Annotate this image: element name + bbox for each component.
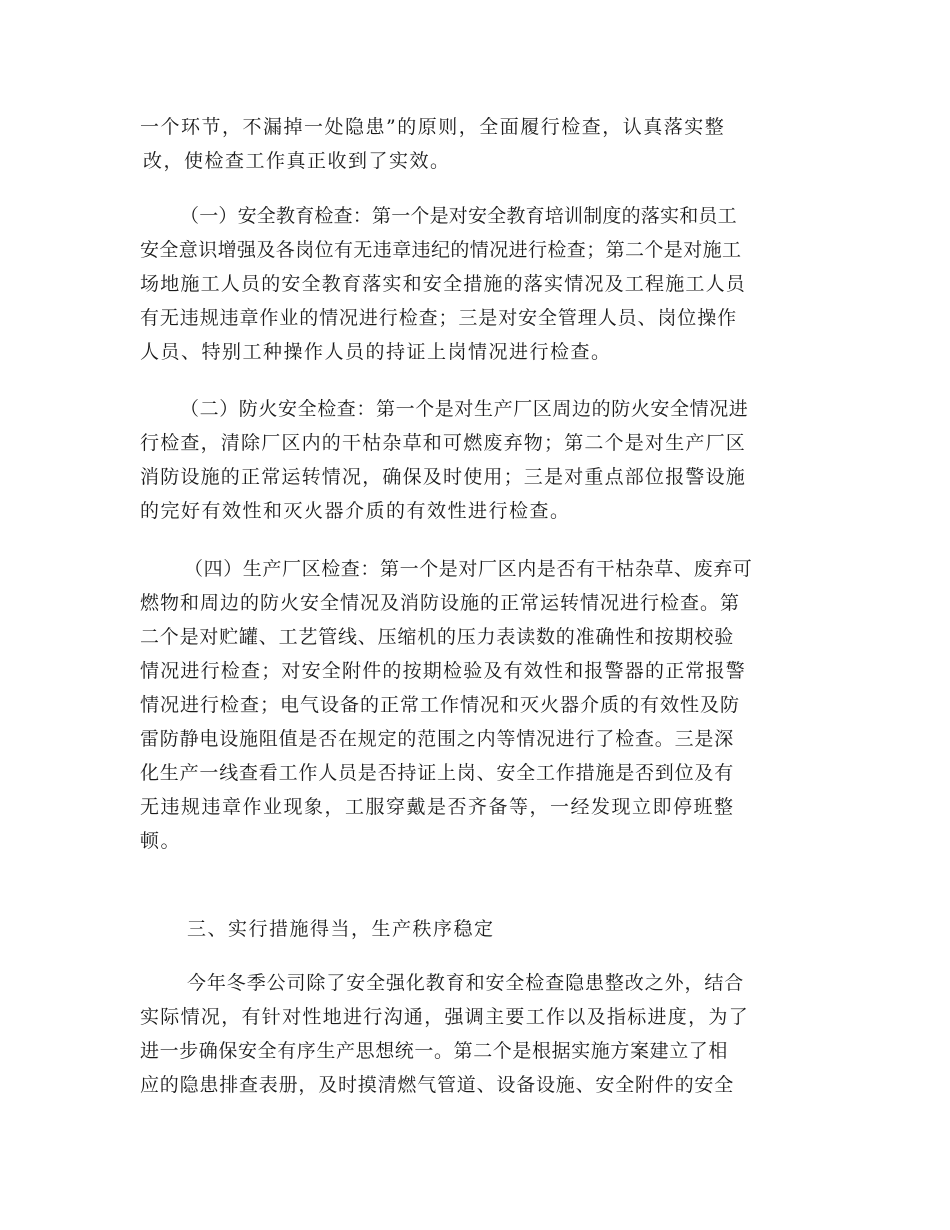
text-line: 行检查，清除厂区内的干枯杂草和可燃废弃物；第二个是对生产厂区 bbox=[140, 432, 747, 454]
text-line: （四）生产厂区检查：第一个是对厂区内是否有干枯杂草、废弃可 bbox=[184, 558, 753, 580]
text-line: 应的隐患排查表册，及时摸清燃气管道、设备设施、安全附件的安全 bbox=[140, 1074, 735, 1096]
text-line: 实际情况，有针对性地进行沟通，强调主要工作以及指标进度，为了 bbox=[140, 1006, 750, 1028]
text-line: 无违规违章作业现象，工服穿戴是否齐备等，一经发现立即停班整 bbox=[140, 796, 735, 818]
section-heading-text: 三、实行措施得当，生产秩序稳定 bbox=[187, 918, 495, 940]
paragraph-intro-continuation bbox=[140, 110, 810, 178]
text-line: （二）防火安全检查：第一个是对生产厂区周边的防火安全情况进 bbox=[180, 398, 749, 420]
text-line: 有无违规违章作业的情况进行检查；三是对安全管理人员、岗位操作 bbox=[140, 307, 738, 329]
text-line: 二个是对贮罐、工艺管线、压缩机的压力表读数的准确性和按期校验 bbox=[140, 626, 735, 648]
text-line: 顿。 bbox=[140, 830, 182, 852]
text-line: 人员、特别工种操作人员的持证上岗情况进行检查。 bbox=[140, 341, 612, 363]
text-line: 场地施工人员的安全教育落实和安全措施的落实情况及工程施工人员 bbox=[140, 273, 747, 295]
text-line: 安全意识增强及各岗位有无违章违纪的情况进行检查；第二个是对施工 bbox=[140, 239, 742, 261]
text-line: 今年冬季公司除了安全强化教育和安全检查隐患整改之外，结合 bbox=[187, 972, 745, 994]
text-line: 燃物和周边的防火安全情况及消防设施的正常运转情况进行检查。第 bbox=[140, 592, 741, 614]
paragraph-fire-safety-check bbox=[140, 392, 810, 528]
text-line: （一）安全教育检查：第一个是对安全教育培训制度的落实和员工 bbox=[180, 205, 737, 227]
text-line: 一个环节，不漏掉一处隐患”的原则，全面履行检查，认真落实整 bbox=[140, 116, 726, 138]
text-line: 改，使检查工作真正收到了实效。 bbox=[143, 150, 451, 172]
paragraph-winter-measures bbox=[140, 966, 810, 1102]
text-line: 进一步确保安全有序生产思想统一。第二个是根据实施方案建立了相 bbox=[140, 1040, 729, 1062]
text-line: 情况进行检查；电气设备的正常工作情况和灭火器介质的有效性及防 bbox=[140, 694, 741, 716]
paragraph-safety-education-check bbox=[140, 199, 810, 369]
section-heading-measures bbox=[140, 912, 810, 946]
text-line: 化生产一线查看工作人员是否持证上岗、安全工作措施是否到位及有 bbox=[140, 762, 735, 784]
text-line: 情况进行检查；对安全附件的按期检验及有效性和报警器的正常报警 bbox=[140, 660, 747, 682]
text-line: 的完好有效性和灭火器介质的有效性进行检查。 bbox=[140, 500, 571, 522]
text-line: 消防设施的正常运转情况，确保及时使用；三是对重点部位报警设施 bbox=[140, 466, 747, 488]
paragraph-production-area-check bbox=[140, 552, 810, 858]
text-line: 雷防静电设施阻值是否在规定的范围之内等情况进行了检查。三是深 bbox=[140, 728, 735, 750]
